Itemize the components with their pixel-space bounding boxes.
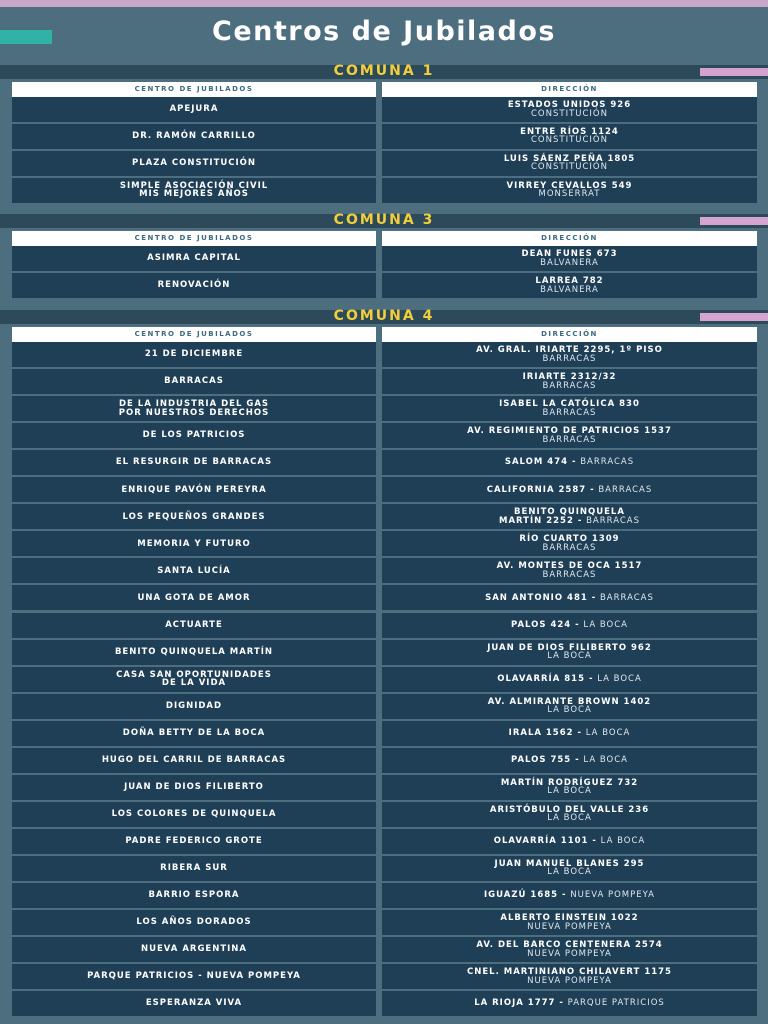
address-street: JUAN MANUEL BLANES 295 bbox=[494, 858, 645, 869]
center-name-line: ACTUARTE bbox=[165, 619, 223, 630]
address-street: CALIFORNIA 2587 - bbox=[486, 484, 595, 495]
address-street: JUAN DE DIOS FILIBERTO 962 bbox=[487, 642, 652, 653]
center-name-line: EL RESURGIR DE BARRACAS bbox=[115, 457, 273, 468]
address-street: AV. MONTES DE OCA 1517 bbox=[496, 561, 643, 572]
column-header-centro: CENTRO DE JUBILADOS bbox=[12, 231, 376, 246]
address-street: AV. GRAL. IRIARTE 2295, 1º PISO bbox=[476, 345, 663, 355]
address-cell bbox=[382, 775, 757, 800]
address-cell bbox=[382, 558, 757, 583]
address-street: IRALA 1562 - bbox=[508, 727, 583, 738]
section-title: COMUNA 3 bbox=[333, 212, 435, 228]
address-street: BENITO QUINQUELA bbox=[514, 507, 625, 518]
center-name-cell bbox=[12, 964, 376, 989]
address-street: OLAVARRÍA 815 - bbox=[497, 673, 594, 684]
center-name-cell bbox=[12, 369, 376, 394]
address-cell bbox=[382, 450, 757, 475]
center-name-line: APEJURA bbox=[169, 104, 219, 115]
address-cell bbox=[382, 667, 757, 692]
address-street: LA RIOJA 1777 - bbox=[474, 998, 564, 1009]
center-name-line: LOS COLORES DE QUINQUELA bbox=[111, 809, 277, 820]
center-name-line: SANTA LUCÍA bbox=[157, 565, 231, 576]
center-name-line: MEMORIA Y FUTURO bbox=[137, 538, 251, 549]
address-line bbox=[484, 891, 655, 900]
address-barrio: CONSTITUCIÓN bbox=[531, 135, 608, 146]
address-street: IRIARTE 2312/32 bbox=[522, 372, 617, 383]
address-street: VIRREY CEVALLOS 549 bbox=[506, 180, 633, 191]
center-name-cell bbox=[12, 856, 376, 881]
address-line bbox=[474, 999, 665, 1008]
address-barrio: BARRACAS bbox=[542, 353, 597, 364]
address-cell bbox=[382, 883, 757, 908]
address-cell bbox=[382, 342, 757, 367]
address-line bbox=[511, 621, 628, 630]
center-name-line: DE LOS PATRICIOS bbox=[142, 430, 246, 441]
address-cell bbox=[382, 531, 757, 556]
address-cell bbox=[382, 396, 757, 421]
center-name-cell bbox=[12, 829, 376, 854]
center-name-line: DIGNIDAD bbox=[165, 700, 223, 711]
address-cell bbox=[382, 829, 757, 854]
address-street: ESTADOS UNIDOS 926 bbox=[507, 100, 632, 110]
center-name-line: DE LA INDUSTRIA DEL GAS bbox=[118, 399, 270, 410]
center-name-cell bbox=[12, 342, 376, 367]
address-street: PALOS 755 - bbox=[511, 755, 580, 765]
center-name-line: LOS PEQUEÑOS GRANDES bbox=[122, 511, 266, 522]
address-cell bbox=[382, 721, 757, 746]
address-cell bbox=[382, 504, 757, 529]
center-name-line: BENITO QUINQUELA MARTÍN bbox=[114, 646, 274, 657]
address-barrio: BARRACAS bbox=[599, 592, 654, 603]
address-barrio: PARQUE PATRICIOS bbox=[567, 998, 665, 1009]
center-name-line: DE LA VIDA bbox=[161, 678, 227, 689]
address-barrio: LA BOCA bbox=[583, 755, 628, 765]
address-barrio: BARRACAS bbox=[586, 515, 641, 526]
address-street: PALOS 424 - bbox=[511, 619, 580, 630]
center-name-cell bbox=[12, 694, 376, 719]
address-cell bbox=[382, 802, 757, 827]
center-name-line: PARQUE PATRICIOS - NUEVA POMPEYA bbox=[87, 971, 301, 982]
center-name-cell bbox=[12, 246, 376, 271]
center-name-line: SIMPLE ASOCIACIÓN CIVIL bbox=[119, 180, 269, 191]
address-street: CNEL. MARTINIANO CHILAVERT 1175 bbox=[467, 967, 672, 978]
address-cell bbox=[382, 246, 757, 271]
center-name-cell bbox=[12, 991, 376, 1016]
address-barrio: LA BOCA bbox=[547, 813, 592, 824]
center-name-line: ASIMRA CAPITAL bbox=[147, 253, 241, 264]
center-name-cell bbox=[12, 97, 376, 122]
address-street: LARREA 782 bbox=[535, 276, 604, 286]
center-name-cell bbox=[12, 450, 376, 475]
center-name-line: PLAZA CONSTITUCIÓN bbox=[131, 158, 257, 169]
center-name-cell bbox=[12, 775, 376, 800]
center-name-cell bbox=[12, 910, 376, 935]
center-name-line: JUAN DE DIOS FILIBERTO bbox=[124, 782, 264, 793]
address-cell bbox=[382, 151, 757, 176]
address-street: AV. DEL BARCO CENTENERA 2574 bbox=[476, 940, 663, 951]
address-cell bbox=[382, 910, 757, 935]
address-barrio: BALVANERA bbox=[540, 257, 599, 268]
address-barrio: NUEVA POMPEYA bbox=[570, 890, 655, 901]
column-header-direccion: DIRECCIÓN bbox=[382, 231, 757, 246]
address-barrio: BARRACAS bbox=[542, 380, 597, 391]
address-barrio: LA BOCA bbox=[547, 705, 592, 716]
center-name-line: ENRIQUE PAVÓN PEREYRA bbox=[121, 484, 267, 495]
address-street: AV. ALMIRANTE BROWN 1402 bbox=[487, 696, 652, 707]
address-line bbox=[511, 756, 628, 765]
column-header-centro: CENTRO DE JUBILADOS bbox=[12, 82, 376, 97]
center-name-cell bbox=[12, 640, 376, 665]
center-name-line: BARRIO ESPORA bbox=[148, 890, 240, 901]
address-cell bbox=[382, 585, 757, 610]
center-name-cell bbox=[12, 748, 376, 773]
address-barrio: BARRACAS bbox=[580, 457, 635, 468]
address-barrio: NUEVA POMPEYA bbox=[527, 921, 612, 932]
section-title: COMUNA 1 bbox=[333, 63, 435, 79]
center-name-cell bbox=[12, 151, 376, 176]
center-name-cell bbox=[12, 558, 376, 583]
address-cell bbox=[382, 97, 757, 122]
address-street: LUIS SÁENZ PEÑA 1805 bbox=[503, 153, 636, 164]
address-barrio: BARRACAS bbox=[542, 542, 597, 553]
column-header-direccion: DIRECCIÓN bbox=[382, 82, 757, 97]
address-street: SALOM 474 - bbox=[504, 457, 577, 468]
center-name-cell bbox=[12, 477, 376, 502]
address-cell bbox=[382, 273, 757, 298]
address-street: RÍO CUARTO 1309 bbox=[519, 534, 620, 545]
address-cell bbox=[382, 124, 757, 149]
address-street: ENTRE RÍOS 1124 bbox=[520, 126, 619, 137]
address-barrio: BARRACAS bbox=[542, 569, 597, 580]
center-name-line: POR NUESTROS DERECHOS bbox=[118, 407, 270, 418]
column-header-centro: CENTRO DE JUBILADOS bbox=[12, 327, 376, 342]
center-name-cell bbox=[12, 124, 376, 149]
address-barrio: BARRACAS bbox=[542, 434, 597, 445]
column-header-direccion: DIRECCIÓN bbox=[382, 327, 757, 342]
address-cell bbox=[382, 477, 757, 502]
address-cell bbox=[382, 423, 757, 448]
center-name-cell bbox=[12, 721, 376, 746]
address-barrio: LA BOCA bbox=[600, 836, 646, 847]
address-cell bbox=[382, 937, 757, 962]
address-street: ALBERTO EINSTEIN 1022 bbox=[500, 913, 639, 924]
center-name-cell bbox=[12, 802, 376, 827]
center-name-line: LOS AÑOS DORADOS bbox=[136, 917, 252, 928]
address-barrio: LA BOCA bbox=[597, 673, 642, 684]
address-street: DEAN FUNES 673 bbox=[521, 249, 618, 259]
address-barrio: NUEVA POMPEYA bbox=[527, 975, 612, 986]
address-barrio: BARRACAS bbox=[542, 407, 597, 418]
address-barrio: LA BOCA bbox=[547, 651, 592, 662]
address-barrio: LA BOCA bbox=[547, 867, 592, 878]
address-barrio: BALVANERA bbox=[540, 284, 599, 295]
address-cell bbox=[382, 964, 757, 989]
center-name-line: NUEVA ARGENTINA bbox=[140, 944, 248, 955]
address-line bbox=[505, 458, 634, 467]
address-barrio: BARRACAS bbox=[598, 484, 653, 495]
address-cell bbox=[382, 991, 757, 1016]
address-street: MARTÍN RODRÍGUEZ 732 bbox=[500, 777, 639, 788]
center-name-line: PADRE FEDERICO GROTE bbox=[125, 836, 263, 847]
address-barrio: CONSTITUCIÓN bbox=[531, 108, 608, 119]
address-street: ISABEL LA CATÓLICA 830 bbox=[499, 399, 640, 410]
center-name-line: RIBERA SUR bbox=[160, 863, 228, 874]
page-title: Centros de Jubilados bbox=[212, 16, 556, 47]
center-name-line: UNA GOTA DE AMOR bbox=[137, 592, 251, 603]
center-name-line: DR. RAMÓN CARRILLO bbox=[132, 131, 256, 142]
center-name-cell bbox=[12, 273, 376, 298]
address-barrio: LA BOCA bbox=[583, 619, 628, 630]
address-cell bbox=[382, 748, 757, 773]
address-line bbox=[485, 594, 654, 603]
center-name-line: ESPERANZA VIVA bbox=[145, 998, 243, 1009]
address-street: OLAVARRÍA 1101 - bbox=[493, 836, 597, 847]
address-street: SAN ANTONIO 481 - bbox=[485, 592, 597, 603]
address-cell bbox=[382, 613, 757, 638]
center-name-cell bbox=[12, 396, 376, 421]
center-name-cell bbox=[12, 531, 376, 556]
address-line bbox=[494, 837, 645, 846]
center-name-line: HUGO DEL CARRIL DE BARRACAS bbox=[101, 755, 287, 765]
center-name-cell bbox=[12, 883, 376, 908]
address-street: IGUAZÚ 1685 - bbox=[484, 890, 567, 901]
address-street: AV. REGIMIENTO DE PATRICIOS 1537 bbox=[467, 426, 672, 437]
address-cell bbox=[382, 694, 757, 719]
address-line bbox=[497, 675, 642, 684]
address-street: MARTÍN 2252 - bbox=[498, 515, 583, 526]
center-name-line: CASA SAN OPORTUNIDADES bbox=[116, 669, 272, 680]
center-name-cell bbox=[12, 504, 376, 529]
center-name-line: BARRACAS bbox=[164, 376, 224, 387]
center-name-line: MIS MEJORES AÑOS bbox=[139, 189, 249, 200]
address-cell bbox=[382, 640, 757, 665]
address-street: ARISTÓBULO DEL VALLE 236 bbox=[489, 804, 650, 815]
center-name-cell bbox=[12, 613, 376, 638]
center-name-line: DOÑA BETTY DE LA BOCA bbox=[122, 727, 266, 738]
address-barrio: CONSTITUCIÓN bbox=[531, 162, 608, 173]
center-name-cell bbox=[12, 937, 376, 962]
address-line bbox=[509, 729, 631, 738]
address-barrio: MONSERRAT bbox=[538, 189, 601, 200]
address-line bbox=[499, 517, 640, 526]
address-cell bbox=[382, 369, 757, 394]
center-name-cell bbox=[12, 423, 376, 448]
center-name-line: 21 DE DICIEMBRE bbox=[144, 349, 244, 360]
address-barrio: LA BOCA bbox=[547, 786, 592, 797]
center-name-cell bbox=[12, 178, 376, 203]
address-barrio: NUEVA POMPEYA bbox=[527, 948, 612, 959]
address-barrio: LA BOCA bbox=[585, 727, 631, 738]
center-name-cell bbox=[12, 585, 376, 610]
section-title: COMUNA 4 bbox=[333, 308, 435, 324]
address-line bbox=[487, 486, 653, 495]
center-name-line: RENOVACIÓN bbox=[157, 280, 231, 291]
top-accent-bar bbox=[0, 0, 768, 7]
center-name-cell bbox=[12, 667, 376, 692]
address-cell bbox=[382, 856, 757, 881]
address-cell bbox=[382, 178, 757, 203]
